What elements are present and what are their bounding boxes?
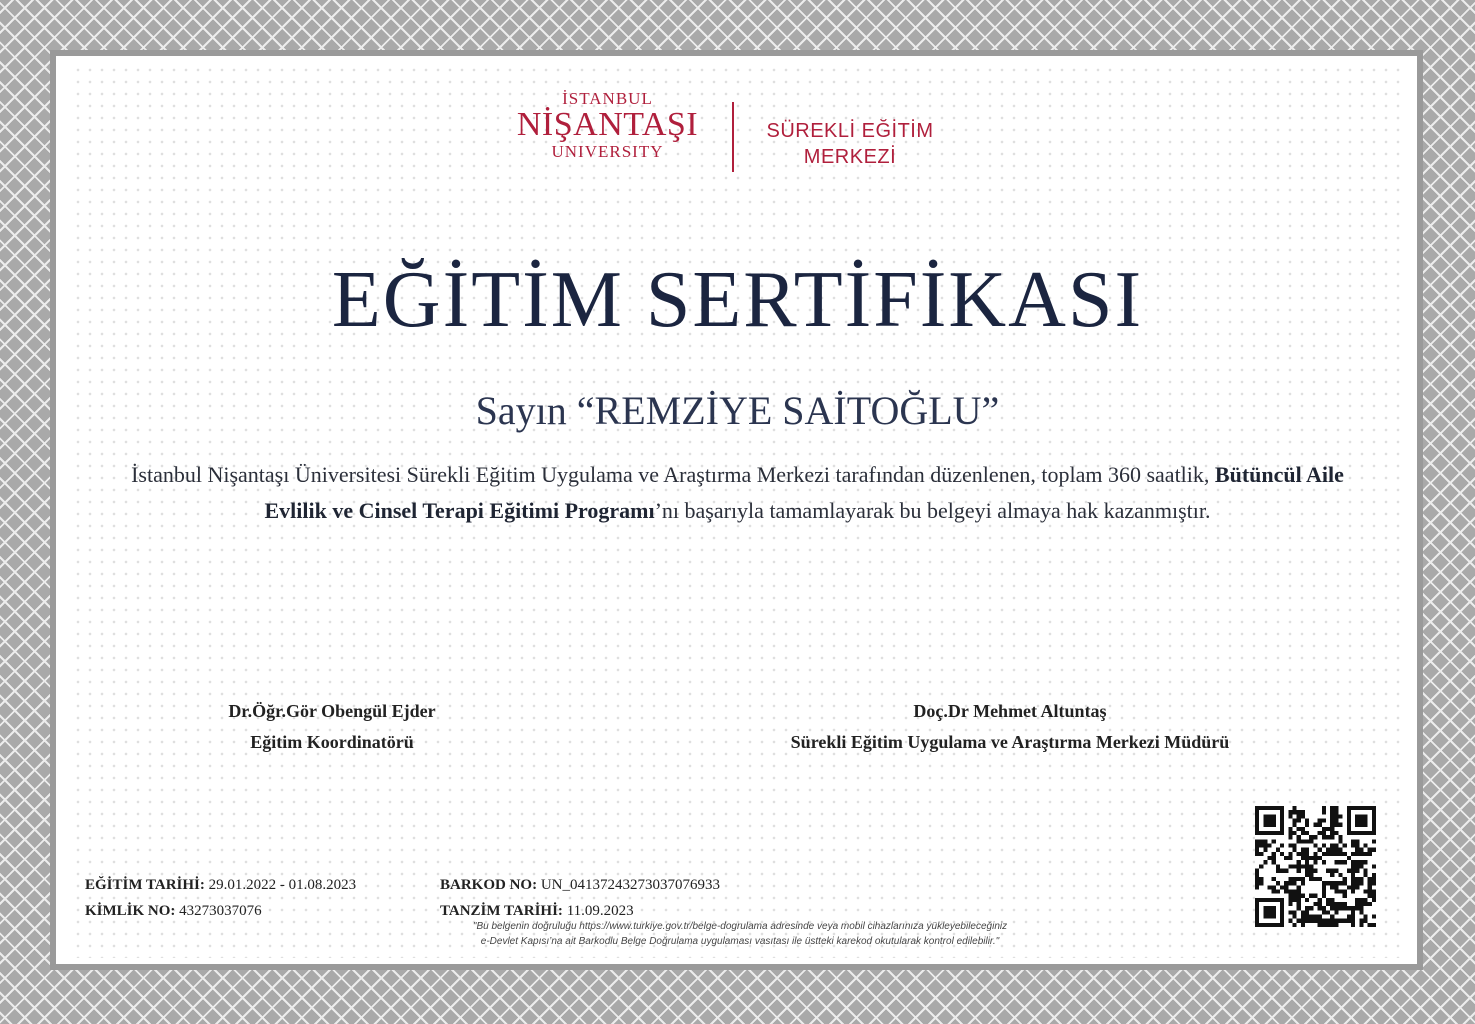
- university-logo: [500, 90, 960, 180]
- issue-date-label: TANZİM TARİHİ:: [440, 903, 563, 919]
- id-number-value: 43273037076: [175, 903, 262, 919]
- signatory-right-title: Sürekli Eğitim Uygulama ve Araştırma Merkezi Müdürü: [790, 732, 1230, 752]
- body-text-part2: ’nı başarıyla tamamlayarak bu belgeyi almaya hak kazanmıştır.: [654, 498, 1211, 523]
- barcode-value: UN_04137243273037076933: [537, 877, 721, 893]
- recipient-name: Sayın “REMZİYE SAİTOĞLU”: [475, 388, 1000, 433]
- logo-wordmark: [500, 90, 715, 162]
- barcode-label: BARKOD NO:: [440, 877, 538, 893]
- logo-nisantasi-text: NİŞANTAŞI: [516, 106, 699, 143]
- logo-center-line2: MERKEZİ: [803, 146, 897, 168]
- signature-left: [182, 696, 482, 758]
- verification-note: [320, 919, 1160, 949]
- certificate-body: [130, 457, 1345, 529]
- logo-divider: [732, 102, 734, 172]
- training-date-value: 29.01.2022 - 01.08.2023: [204, 877, 357, 893]
- training-date: [85, 877, 356, 894]
- id-number: [85, 903, 262, 920]
- certificate-title: EĞİTİM SERTİFİKASI: [331, 256, 1144, 344]
- verification-note-line1: "Bu belgenin doğruluğu https://www.turkiye.gov.tr/belge-dogrulama adresinde veya mobil cihazlarınıza yükleyebileceğiniz: [472, 921, 1008, 932]
- program-name: Bütüncül Aile Evlilik ve Cinsel Terapi Eğitimi Programı: [264, 462, 1344, 523]
- signatory-left-title: Eğitim Koordinatörü: [250, 732, 414, 752]
- logo-university-text: UNIVERSITY: [551, 142, 664, 161]
- logo-center-name: [740, 118, 960, 170]
- signature-right: [700, 696, 1320, 758]
- verification-note-line2: e-Devlet Kapısı’na ait Barkodlu Belge Doğrulama uygulaması vasıtası ile üstteki karekod okutularak kontrol edilebilir.": [480, 936, 1000, 947]
- issue-date-value: 11.09.2023: [562, 903, 634, 919]
- issue-date: [440, 903, 634, 920]
- signatory-right-name: Doç.Dr Mehmet Altuntaş: [913, 701, 1107, 721]
- qr-code[interactable]: [1255, 806, 1376, 927]
- logo-center-line1: SÜREKLİ EĞİTİM: [766, 120, 934, 142]
- signatory-left-name: Dr.Öğr.Gör Obengül Ejder: [228, 701, 436, 721]
- id-number-label: KİMLİK NO:: [85, 903, 176, 919]
- logo-istanbul-text: İSTANBUL: [562, 89, 653, 108]
- body-text-part1: İstanbul Nişantaşı Üniversitesi Sürekli Eğitim Uygulama ve Araştırma Merkezi tarafından düzenlenen, toplam 360 saatlik,: [131, 462, 1215, 487]
- barcode-number: [440, 877, 720, 894]
- training-date-label: EĞİTİM TARİHİ:: [85, 877, 205, 893]
